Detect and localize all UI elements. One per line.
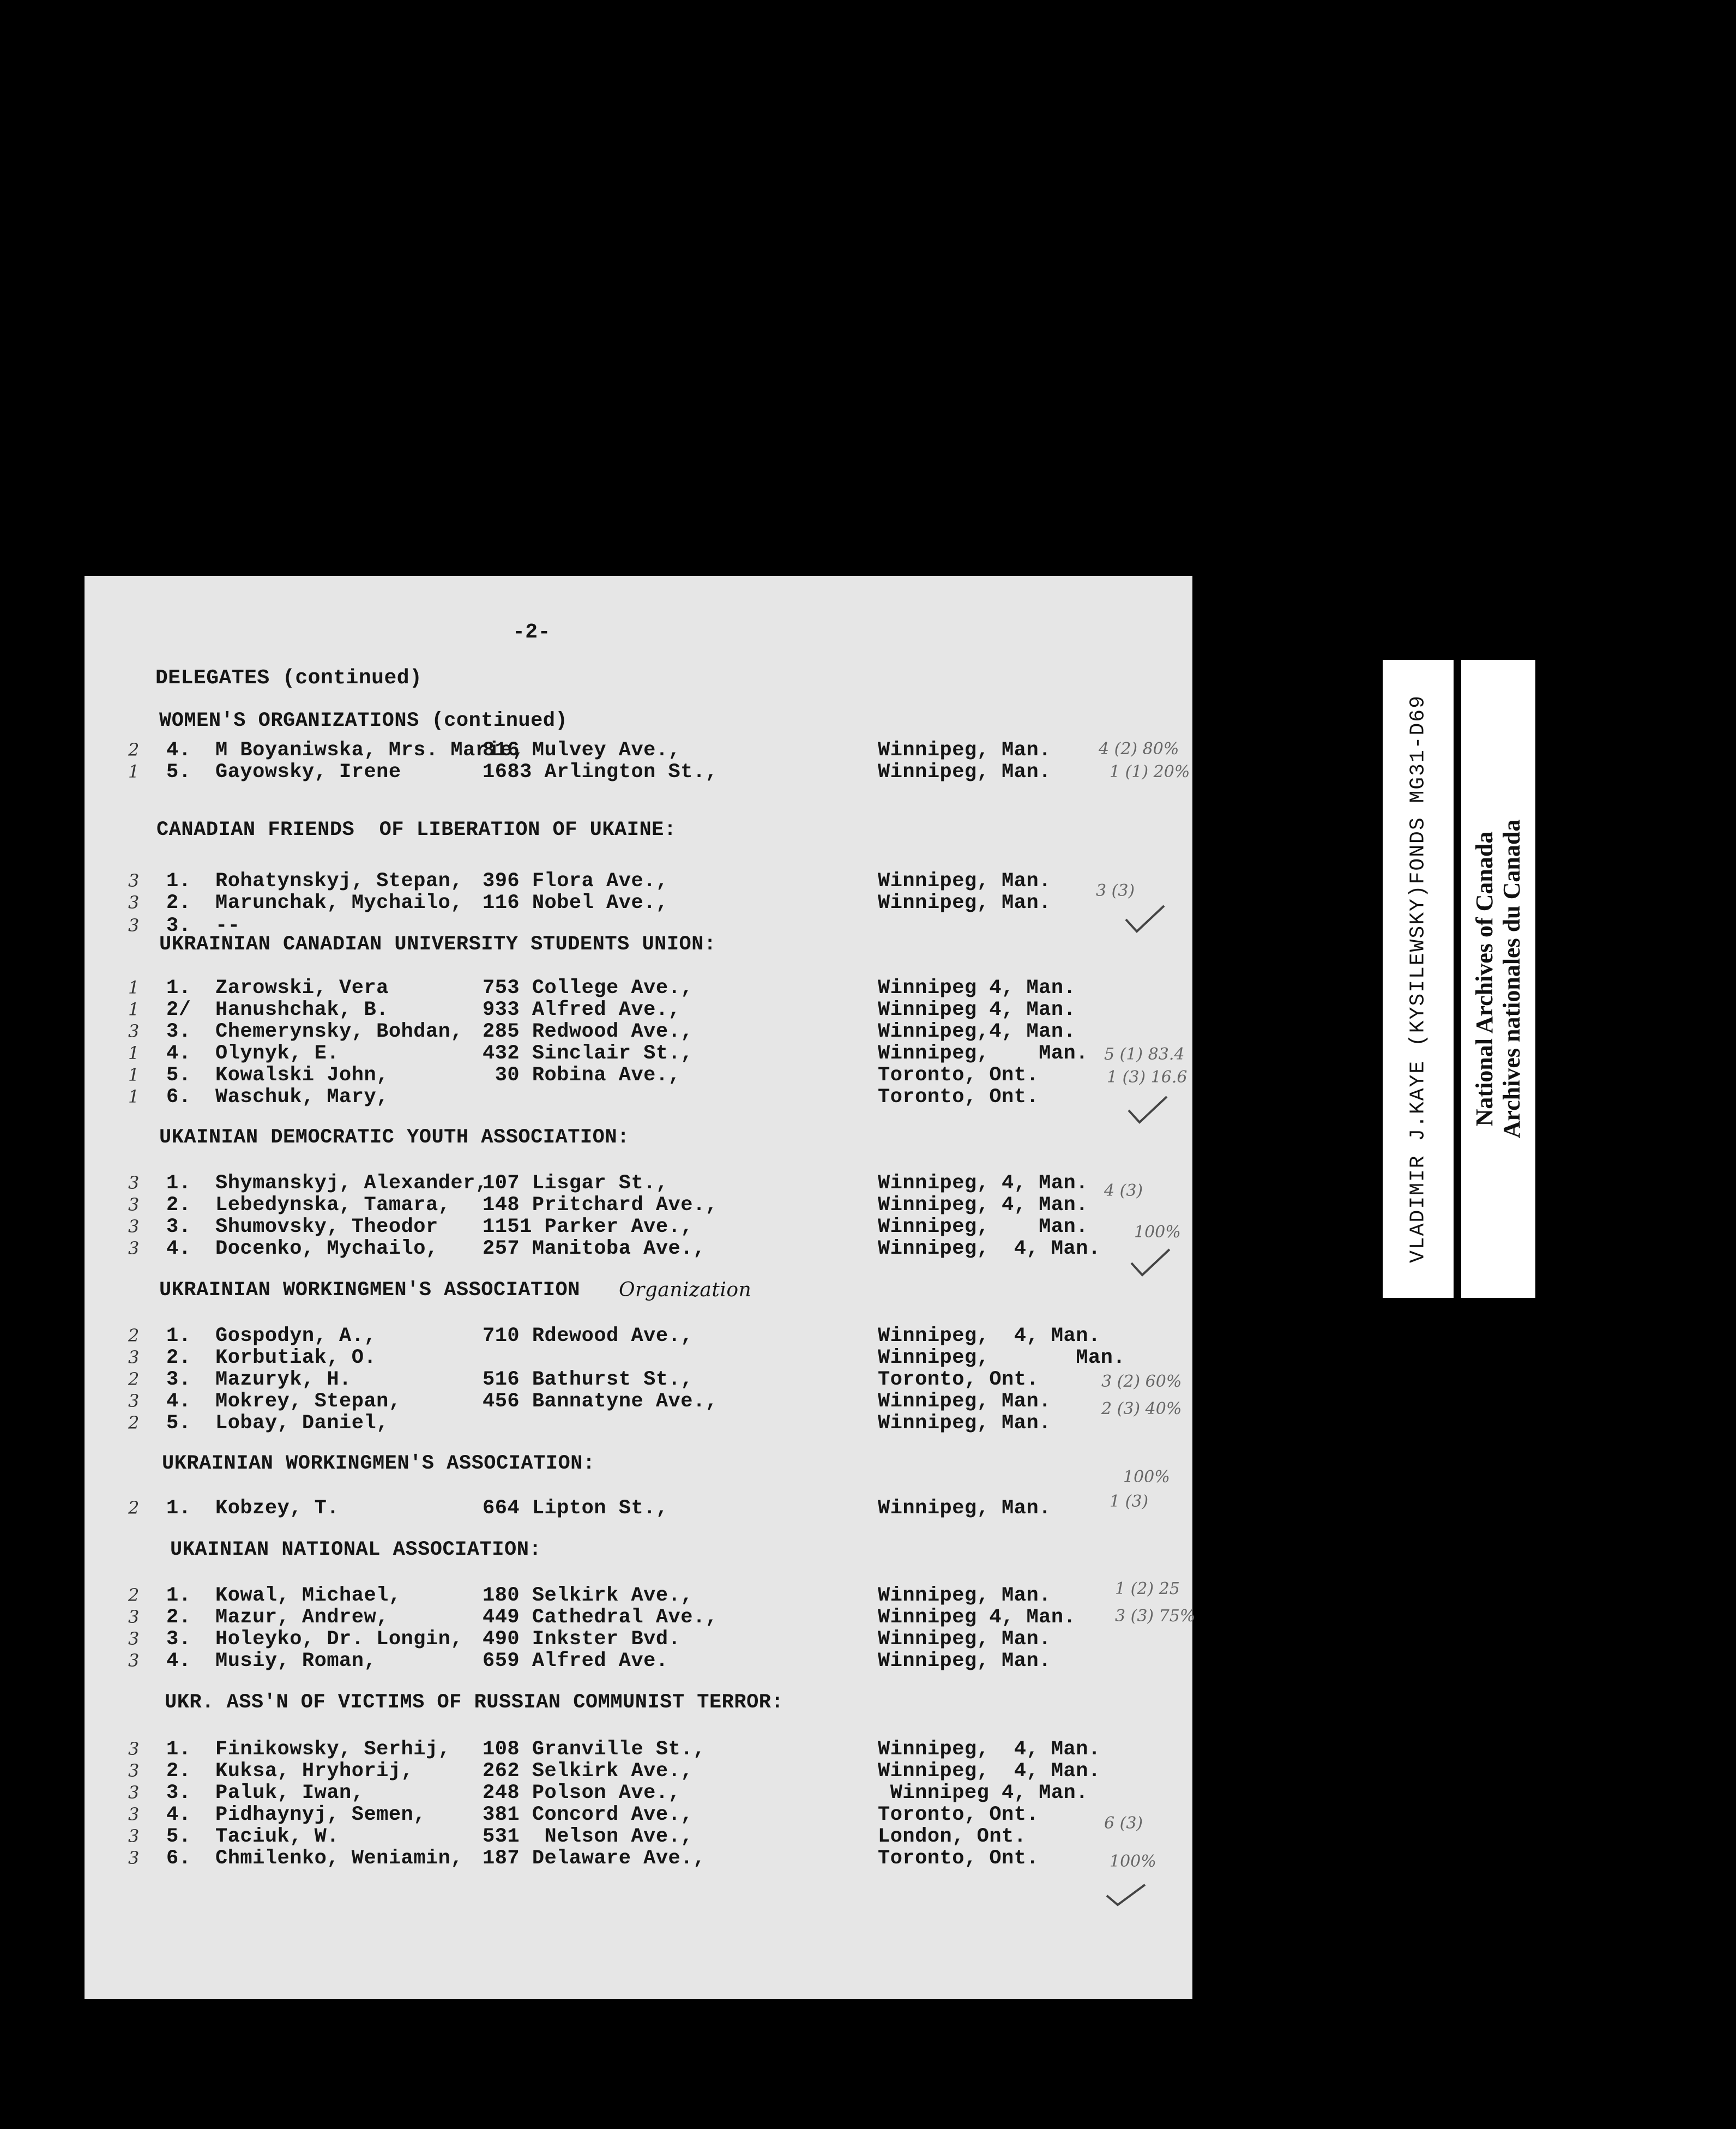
delegate-city: Winnipeg 4, Man. — [878, 999, 1076, 1021]
delegate-city: Winnipeg,4, Man. — [878, 1020, 1076, 1043]
delegate-num: 3. — [166, 1782, 191, 1805]
delegate-city: Winnipeg, 4, Man. — [878, 1738, 1101, 1761]
delegate-name: Hanushchak, B. — [215, 999, 389, 1021]
delegate-city: Winnipeg, Man. — [878, 739, 1051, 762]
delegate-num: 4. — [166, 1042, 191, 1065]
checkmark-icon — [1104, 1882, 1148, 1909]
delegate-name: Mazuryk, H. — [215, 1368, 352, 1391]
delegate-addr: 381 Concord Ave., — [483, 1803, 693, 1826]
delegate-mark: 3 — [128, 1194, 140, 1215]
document-title: DELEGATES (continued) — [155, 666, 423, 690]
margin-note: 1 (2) 25 — [1115, 1579, 1180, 1598]
delegate-city: Winnipeg, Man. — [878, 1216, 1088, 1238]
delegate-mark: 3 — [128, 1650, 140, 1671]
delegate-city: Winnipeg, 4, Man. — [878, 1194, 1088, 1217]
delegate-addr: 1151 Parker Ave., — [483, 1216, 693, 1238]
delegate-num: 6. — [166, 1847, 191, 1870]
delegate-city: Winnipeg 4, Man. — [878, 1782, 1088, 1805]
delegate-num: 1. — [166, 1584, 191, 1607]
delegate-num: 2. — [166, 1606, 191, 1629]
delegate-mark: 3 — [128, 1391, 140, 1411]
delegate-name: Docenko, Mychailo, — [215, 1237, 438, 1260]
delegate-addr: 710 Rdewood Ave., — [483, 1325, 693, 1348]
delegate-num: 4. — [166, 1803, 191, 1826]
delegate-addr: 396 Flora Ave., — [483, 870, 668, 893]
delegate-city: Winnipeg 4, Man. — [878, 977, 1076, 1000]
delegate-name: Mokrey, Stepan, — [215, 1390, 401, 1413]
delegate-addr: 148 Pritchard Ave., — [483, 1194, 718, 1217]
delegate-num: 1. — [166, 1172, 191, 1195]
margin-note: 100% — [1110, 1852, 1156, 1871]
delegate-name: Kuksa, Hryhorij, — [215, 1760, 414, 1783]
delegate-num: 6. — [166, 1086, 191, 1109]
delegate-addr: 108 Granville St., — [483, 1738, 706, 1761]
delegate-city: Winnipeg, Man. — [878, 870, 1051, 893]
delegate-city: Winnipeg, Man. — [878, 1584, 1051, 1607]
section-heading: UKAINIAN NATIONAL ASSOCIATION: — [170, 1538, 542, 1561]
delegate-city: Winnipeg, Man. — [878, 1390, 1051, 1413]
delegate-mark: 3 — [128, 1607, 140, 1627]
delegate-addr: 262 Selkirk Ave., — [483, 1760, 693, 1783]
delegate-mark: 3 — [128, 1760, 140, 1781]
delegate-mark: 1 — [128, 977, 140, 998]
delegate-mark: 3 — [128, 1826, 140, 1847]
delegate-name: Kowalski John, — [215, 1064, 389, 1087]
delegate-mark: 3 — [128, 1848, 140, 1868]
delegate-addr: 257 Manitoba Ave., — [483, 1237, 706, 1260]
delegate-num: 3. — [166, 1216, 191, 1238]
margin-note: 4 (2) 80% — [1099, 739, 1179, 759]
section-heading: UKR. ASS'N OF VICTIMS OF RUSSIAN COMMUNIST TERROR: — [165, 1691, 784, 1714]
delegate-city: Toronto, Ont. — [878, 1803, 1039, 1826]
heading-note: Organization — [619, 1279, 752, 1301]
delegate-name: Pidhaynyj, Semen, — [215, 1803, 426, 1826]
delegate-mark: 3 — [128, 1347, 140, 1368]
margin-note: 100% — [1134, 1223, 1181, 1242]
delegate-addr: 456 Bannatyne Ave., — [483, 1390, 718, 1413]
delegate-addr: 107 Lisgar St., — [483, 1172, 668, 1195]
delegate-city: Winnipeg, Man. — [878, 1412, 1051, 1435]
delegate-addr: 285 Redwood Ave., — [483, 1020, 693, 1043]
delegate-num: 1. — [166, 1497, 191, 1520]
delegate-mark: 3 — [128, 1021, 140, 1042]
archives-label: National Archives of Canada Archives nationales du Canada — [1461, 660, 1535, 1298]
delegate-name: Holeyko, Dr. Longin, — [215, 1628, 463, 1651]
delegate-name: Gospodyn, A., — [215, 1325, 377, 1348]
delegate-addr: 248 Polson Ave., — [483, 1782, 681, 1805]
delegate-mark: 1 — [128, 1064, 140, 1085]
delegate-city: Winnipeg, Man. — [878, 1497, 1051, 1520]
delegate-addr: 664 Lipton St., — [483, 1497, 668, 1520]
delegate-addr: 753 College Ave., — [483, 977, 693, 1000]
margin-note: 3 (3) 75% — [1115, 1607, 1196, 1626]
delegate-name: Paluk, Iwan, — [215, 1782, 364, 1805]
margin-note: 3 (3) — [1096, 881, 1135, 900]
delegate-addr: 531 Nelson Ave., — [483, 1825, 693, 1848]
delegate-num: 5. — [166, 1825, 191, 1848]
delegate-name: Gayowsky, Irene — [215, 761, 401, 784]
delegate-mark: 3 — [128, 915, 140, 936]
margin-note: 1 (3) 16.6 — [1107, 1068, 1188, 1087]
section-heading: UKRAINIAN WORKINGMEN'S ASSOCIATION — [159, 1279, 580, 1302]
delegate-mark: 3 — [128, 870, 140, 891]
delegate-mark: 3 — [128, 892, 140, 913]
delegate-name: M Boyaniwska, Mrs. Marie, — [215, 739, 525, 762]
delegate-num: 3. — [166, 915, 191, 937]
delegate-addr: 30 Robina Ave., — [483, 1064, 681, 1087]
delegate-city: Winnipeg 4, Man. — [878, 1606, 1076, 1629]
delegate-mark: 3 — [128, 1804, 140, 1825]
margin-note: 4 (3) — [1104, 1181, 1143, 1200]
delegate-city: Winnipeg, 4, Man. — [878, 1172, 1088, 1195]
delegate-mark: 1 — [128, 1043, 140, 1063]
delegate-city: Winnipeg, 4, Man. — [878, 1237, 1101, 1260]
delegate-city: Toronto, Ont. — [878, 1368, 1039, 1391]
margin-note: 1 (1) 20% — [1110, 762, 1190, 781]
delegate-name: Olynyk, E. — [215, 1042, 340, 1065]
delegate-name: Chemerynsky, Bohdan, — [215, 1020, 463, 1043]
delegate-name: Shymanskyj, Alexander, — [215, 1172, 488, 1195]
delegate-mark: 2 — [128, 1497, 140, 1518]
delegate-city: Winnipeg, Man. — [878, 1650, 1051, 1673]
delegate-name: Waschuk, Mary, — [215, 1086, 389, 1109]
delegate-name: -- — [215, 915, 240, 937]
delegate-addr: 933 Alfred Ave., — [483, 999, 681, 1021]
section-heading: UKRAINIAN CANADIAN UNIVERSITY STUDENTS UNION: — [159, 933, 716, 956]
fonds-label: VLADIMIR J.KAYE (KYSILEWSKY)FONDS MG31-D69 — [1383, 660, 1454, 1298]
delegate-city: Winnipeg, Man. — [878, 1628, 1051, 1651]
delegate-num: 1. — [166, 1738, 191, 1761]
delegate-mark: 3 — [128, 1216, 140, 1237]
delegate-num: 2. — [166, 1760, 191, 1783]
delegate-city: Winnipeg, Man. — [878, 1346, 1126, 1369]
margin-note: 2 (3) 40% — [1101, 1399, 1182, 1418]
delegate-addr: 180 Selkirk Ave., — [483, 1584, 693, 1607]
delegate-name: Marunchak, Mychailo, — [215, 892, 463, 915]
section-heading: UKAINIAN DEMOCRATIC YOUTH ASSOCIATION: — [159, 1126, 630, 1149]
checkmark-icon — [1123, 903, 1167, 936]
delegate-name: Chmilenko, Weniamin, — [215, 1847, 463, 1870]
delegate-city: Winnipeg, Man. — [878, 1042, 1088, 1065]
delegate-name: Kowal, Michael, — [215, 1584, 401, 1607]
margin-note: 3 (2) 60% — [1101, 1372, 1182, 1391]
delegate-mark: 2 — [128, 1585, 140, 1605]
delegate-num: 4. — [166, 1650, 191, 1673]
delegate-num: 2. — [166, 1194, 191, 1217]
delegate-name: Musiy, Roman, — [215, 1650, 377, 1673]
delegate-addr: 1683 Arlington St., — [483, 761, 718, 784]
delegate-num: 1. — [166, 977, 191, 1000]
delegate-name: Korbutiak, O. — [215, 1346, 377, 1369]
delegate-name: Lobay, Daniel, — [215, 1412, 389, 1435]
delegate-addr: 659 Alfred Ave. — [483, 1650, 668, 1673]
delegate-city: Winnipeg, Man. — [878, 761, 1051, 784]
delegate-name: Rohatynskyj, Stepan, — [215, 870, 463, 893]
delegate-mark: 2 — [128, 1412, 140, 1433]
delegate-num: 2. — [166, 1346, 191, 1369]
margin-note: 100% — [1123, 1468, 1170, 1487]
delegate-mark: 2 — [128, 1369, 140, 1390]
delegate-name: Mazur, Andrew, — [215, 1606, 389, 1629]
delegate-city: Toronto, Ont. — [878, 1064, 1039, 1087]
section-heading: UKRAINIAN WORKINGMEN'S ASSOCIATION: — [162, 1452, 595, 1475]
delegate-mark: 1 — [128, 1086, 140, 1107]
delegate-mark: 1 — [128, 999, 140, 1020]
delegate-addr: 516 Bathurst St., — [483, 1368, 693, 1391]
delegate-name: Finikowsky, Serhij, — [215, 1738, 451, 1761]
delegate-mark: 3 — [128, 1739, 140, 1759]
delegate-city: Toronto, Ont. — [878, 1086, 1039, 1109]
document-page — [85, 576, 1196, 1999]
delegate-num: 2/ — [166, 999, 191, 1021]
delegate-city: Toronto, Ont. — [878, 1847, 1039, 1870]
delegate-mark: 3 — [128, 1238, 140, 1259]
delegate-addr: 490 Inkster Bvd. — [483, 1628, 681, 1651]
delegate-mark: 2 — [128, 1325, 140, 1346]
delegate-city: Winnipeg, 4, Man. — [878, 1760, 1101, 1783]
delegate-num: 2. — [166, 892, 191, 915]
delegate-num: 5. — [166, 1064, 191, 1087]
delegate-num: 4. — [166, 739, 191, 762]
delegate-num: 3. — [166, 1020, 191, 1043]
page-number: -2- — [513, 621, 551, 644]
delegate-city: London, Ont. — [878, 1825, 1027, 1848]
delegate-name: Taciuk, W. — [215, 1825, 340, 1848]
margin-note: 6 (3) — [1104, 1814, 1143, 1833]
delegate-name: Lebedynska, Tamara, — [215, 1194, 451, 1217]
delegate-name: Kobzey, T. — [215, 1497, 340, 1520]
delegate-addr: 816 Mulvey Ave., — [483, 739, 681, 762]
delegate-num: 4. — [166, 1390, 191, 1413]
delegate-addr: 187 Delaware Ave., — [483, 1847, 706, 1870]
checkmark-icon — [1126, 1094, 1170, 1127]
margin-note: 1 (3) — [1110, 1492, 1149, 1511]
delegate-num: 5. — [166, 761, 191, 784]
delegate-num: 4. — [166, 1237, 191, 1260]
delegate-city: Winnipeg, Man. — [878, 892, 1051, 915]
delegate-mark: 1 — [128, 761, 140, 782]
delegate-mark: 3 — [128, 1172, 140, 1193]
delegate-city: Winnipeg, 4, Man. — [878, 1325, 1101, 1348]
delegate-num: 5. — [166, 1412, 191, 1435]
delegate-num: 1. — [166, 870, 191, 893]
checkmark-icon — [1129, 1247, 1172, 1279]
delegate-name: Zarowski, Vera — [215, 977, 389, 1000]
section-heading: WOMEN'S ORGANIZATIONS (continued) — [159, 709, 568, 732]
delegate-num: 1. — [166, 1325, 191, 1348]
delegate-addr: 449 Cathedral Ave., — [483, 1606, 718, 1629]
section-heading: CANADIAN FRIENDS OF LIBERATION OF UKAINE: — [156, 819, 677, 841]
delegate-name: Shumovsky, Theodor — [215, 1216, 438, 1238]
delegate-mark: 3 — [128, 1628, 140, 1649]
delegate-num: 3. — [166, 1628, 191, 1651]
delegate-addr: 116 Nobel Ave., — [483, 892, 668, 915]
delegate-mark: 3 — [128, 1782, 140, 1803]
delegate-addr: 432 Sinclair St., — [483, 1042, 693, 1065]
margin-note: 5 (1) 83.4 — [1104, 1045, 1185, 1064]
delegate-mark: 2 — [128, 739, 140, 760]
delegate-num: 3. — [166, 1368, 191, 1391]
